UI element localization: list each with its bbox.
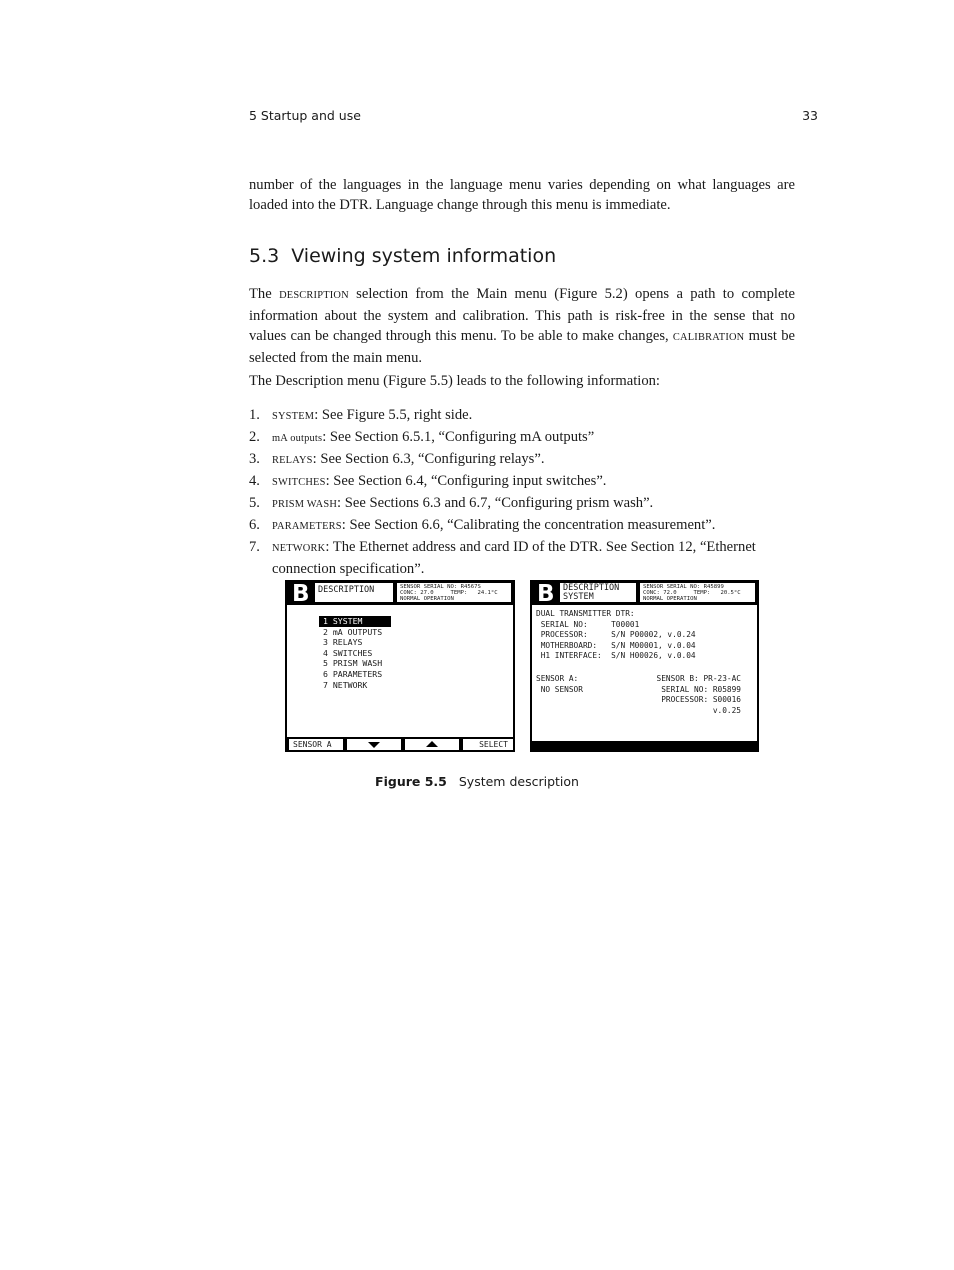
screen-title [560, 583, 636, 602]
list-item [249, 427, 795, 449]
description-menu-list [249, 405, 795, 579]
menu-item-switches[interactable]: 4 SWITCHES [323, 647, 373, 658]
list-text: : See Figure 5.5, right side. [314, 407, 473, 423]
list-text: : See Section 6.3, “Configuring relays”. [312, 451, 545, 467]
sensor-b-block [657, 674, 742, 716]
system-row: MOTHERBOARD: S/N M00001, v.0.04 [536, 640, 696, 650]
term-text: mA outputs [272, 433, 323, 444]
sensor-info-box [640, 583, 755, 602]
section-heading [249, 245, 556, 267]
info-line: NORMAL OPERATION [400, 595, 454, 602]
b-logo: B [537, 581, 555, 607]
figure-caption-text: System description [458, 774, 579, 789]
section-title: Viewing system information [291, 245, 557, 267]
figure-caption [0, 774, 954, 789]
system-row: SERIAL NO: T00001 [536, 619, 640, 629]
sensor-b-line: v.0.25 [712, 705, 741, 715]
body-paragraph-description [249, 284, 795, 368]
list-text: : See Section 6.4, “Configuring input switches”. [325, 473, 607, 489]
list-item [249, 493, 795, 515]
softkey-bar [287, 737, 513, 750]
small-caps-term: RELAYS [272, 455, 313, 466]
info-line: NORMAL OPERATION [643, 595, 697, 602]
small-caps-term: PRISM WASH [272, 499, 338, 510]
small-caps-term: PARAMETERS [272, 521, 342, 532]
list-number: 3. [249, 451, 260, 467]
small-caps-term: SYSTEM [272, 411, 315, 422]
title-line: SYSTEM [563, 592, 594, 602]
menu-item-ma-outputs[interactable]: 2 mA OUTPUTS [323, 626, 383, 637]
menu-item-network[interactable]: 7 NETWORK [323, 679, 368, 690]
menu-item-prism-wash[interactable]: 5 PRISM WASH [323, 658, 383, 669]
list-number: 2. [249, 429, 260, 445]
list-number: 6. [249, 517, 260, 533]
small-caps-term: SWITCHES [272, 477, 326, 488]
text-run: must be selected from the main menu. [249, 328, 795, 366]
down-arrow-icon [368, 742, 380, 748]
small-caps-term: DESCRIPTION [279, 290, 349, 301]
screen-title: DESCRIPTION [315, 583, 393, 602]
list-number: 7. [249, 539, 260, 555]
list-item [249, 449, 795, 471]
system-row: H1 INTERFACE: S/N H00026, v.0.04 [536, 651, 696, 661]
running-header [249, 108, 818, 123]
menu-item-relays[interactable]: 3 RELAYS [323, 637, 363, 648]
menu-item-system[interactable]: 1 SYSTEM [319, 616, 391, 627]
sensor-a-label: SENSOR A: [536, 674, 579, 683]
small-caps-term: CALIBRATION [672, 332, 745, 343]
info-line: SENSOR SERIAL NO: R4567S [400, 584, 481, 590]
b-logo: B [292, 581, 310, 607]
section-number: 5.3 [249, 245, 280, 267]
down-softkey[interactable] [347, 739, 401, 750]
menu-item-parameters[interactable]: 6 PARAMETERS [323, 668, 383, 679]
small-caps-term: NETWORK [272, 543, 326, 554]
list-text: : The Ethernet address and card ID of the DTR. See Section 12, “Ethernet connection specification”. [272, 539, 756, 577]
list-number: 4. [249, 473, 260, 489]
list-number: 5. [249, 495, 260, 511]
softkey-bar [532, 741, 757, 750]
system-heading: DUAL TRANSMITTER DTR: [536, 609, 635, 618]
list-text: : See Section 6.5.1, “Configuring mA outputs” [322, 429, 595, 445]
list-text: : See Section 6.6, “Calibrating the concentration measurement”. [341, 517, 716, 533]
sensor-a-value: NO SENSOR [536, 684, 583, 694]
list-item [249, 405, 795, 427]
list-item [249, 471, 795, 493]
page-number: 33 [802, 108, 818, 123]
sensor-b-line: PROCESSOR: S00016 [656, 695, 741, 705]
sensor-b-line: SENSOR B: PR-23-AC [656, 674, 741, 683]
sensor-a-softkey[interactable]: SENSOR A [289, 739, 343, 750]
title-line: DESCRIPTION [563, 583, 620, 593]
system-description-screen [530, 580, 759, 752]
up-softkey[interactable] [405, 739, 459, 750]
select-softkey[interactable]: SELECT [463, 739, 513, 750]
sensor-b-line: SERIAL NO: R05899 [656, 684, 741, 694]
description-menu-screen [285, 580, 515, 752]
info-line: CONC: 72.0 TEMP: 20.5°C [643, 589, 741, 596]
info-line: CONC: 27.0 TEMP: 24.1°C [400, 589, 498, 596]
info-line: SENSOR SERIAL NO: R45899 [643, 584, 724, 590]
list-number: 1. [249, 407, 260, 423]
system-info-block [536, 609, 696, 662]
small-caps-term [272, 433, 322, 444]
up-arrow-icon [426, 741, 438, 747]
text-run: selection from the Main menu (Figure 5.2) opens a path to complete information about the system and calibration. This path is risk-free in the sense that no values can be changed through this menu. To be able to make changes, [249, 286, 795, 344]
intro-paragraph: number of the languages in the language menu varies depending on what languages are loaded into the DTR. Language change through this menu is immediate. [249, 177, 795, 213]
figure-label: Figure 5.5 [375, 774, 447, 789]
body-paragraph-menu-intro: The Description menu (Figure 5.5) leads to the following information: [249, 373, 660, 389]
list-item [249, 537, 795, 579]
chapter-title: 5 Startup and use [249, 108, 361, 123]
text-run: The [249, 286, 280, 302]
sensor-info-box [397, 583, 511, 602]
system-row: PROCESSOR: S/N P00002, v.0.24 [536, 630, 696, 640]
list-text: : See Sections 6.3 and 6.7, “Configuring prism wash”. [337, 495, 654, 511]
sensor-a-block [536, 674, 583, 695]
description-menu [319, 616, 391, 690]
list-item [249, 515, 795, 537]
